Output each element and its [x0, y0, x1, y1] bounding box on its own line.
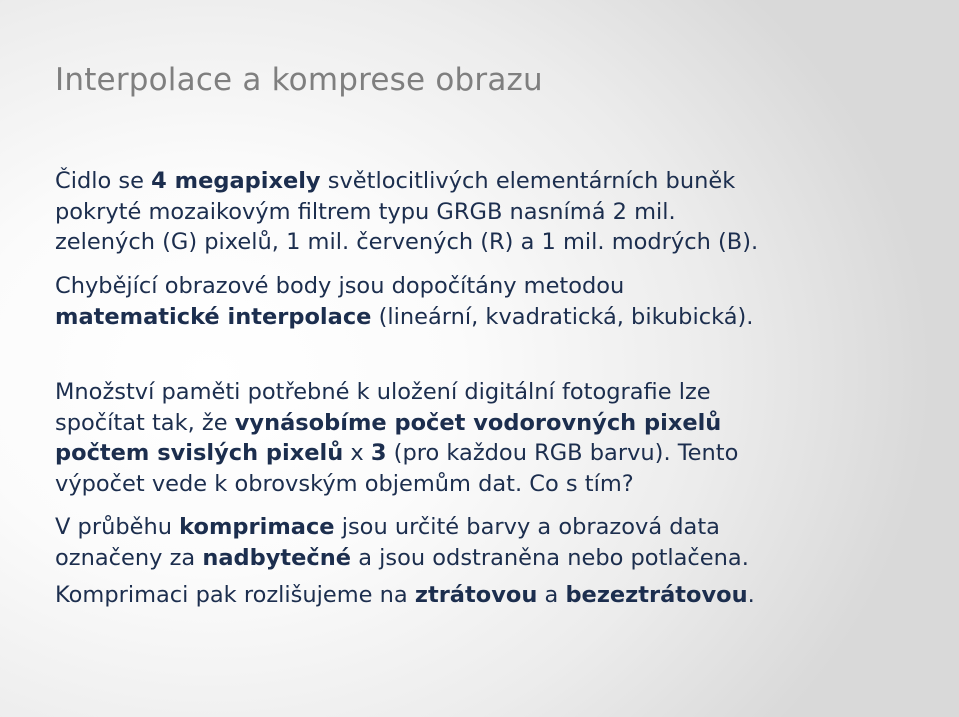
text-line — [55, 166, 935, 197]
text-line — [55, 302, 935, 333]
bold-term: 4 megapixely — [151, 168, 321, 194]
text-run: Čidlo se — [55, 168, 152, 194]
paragraph-compression — [55, 512, 935, 573]
text-line: Množství paměti potřebné k uložení digitální fotografie lze — [55, 379, 711, 405]
paragraph-sensor — [55, 166, 935, 258]
paragraph-interpolation — [55, 271, 935, 332]
bold-term: vynásobíme počet vodorovných pixelů — [234, 409, 722, 436]
text-line: pokryté mozaikovým filtrem typu GRGB nasnímá 2 mil. — [55, 198, 676, 225]
bold-term: komprimace — [179, 514, 335, 540]
text-run: (pro každou RGB barvu). Tento — [386, 440, 739, 466]
text-line — [55, 580, 935, 611]
text-run: x — [343, 440, 371, 466]
text-run: a jsou odstraněna nebo potlačena. — [351, 544, 749, 571]
bold-term: nadbytečné — [202, 544, 352, 571]
text-line: Chybějící obrazové body jsou dopočítány metodou — [55, 273, 625, 299]
text-line — [55, 438, 935, 469]
paragraph-compression-types — [55, 580, 935, 611]
bold-term: počtem svislých pixelů — [55, 440, 344, 466]
text-run: světlocitlivých elementárních buněk — [320, 168, 736, 194]
text-line: výpočet vede k obrovským objemům dat. Co s tím? — [55, 470, 634, 497]
text-run: spočítat tak, že — [55, 409, 235, 436]
text-run: a — [537, 582, 566, 608]
bold-term: 3 — [370, 440, 387, 466]
paragraph-memory — [55, 377, 935, 499]
slide-title: Interpolace a komprese obrazu — [55, 62, 543, 98]
text-line — [55, 408, 935, 439]
text-line: zelených (G) pixelů, 1 mil. červených (R) a 1 mil. modrých (B). — [55, 229, 759, 255]
text-line — [55, 512, 935, 543]
text-run: V průběhu — [55, 514, 180, 540]
text-run: označeny za — [55, 544, 203, 571]
text-run: jsou určité barvy a obrazová data — [334, 514, 720, 540]
text-run: Komprimaci pak rozlišujeme na — [55, 582, 415, 608]
bold-term: matematické interpolace — [55, 303, 372, 330]
text-run: . — [747, 582, 755, 608]
text-line — [55, 543, 935, 574]
bold-term: ztrátovou — [414, 582, 538, 608]
bold-term: bezeztrátovou — [565, 582, 748, 608]
text-run: (lineární, kvadratická, bikubická). — [371, 303, 754, 330]
